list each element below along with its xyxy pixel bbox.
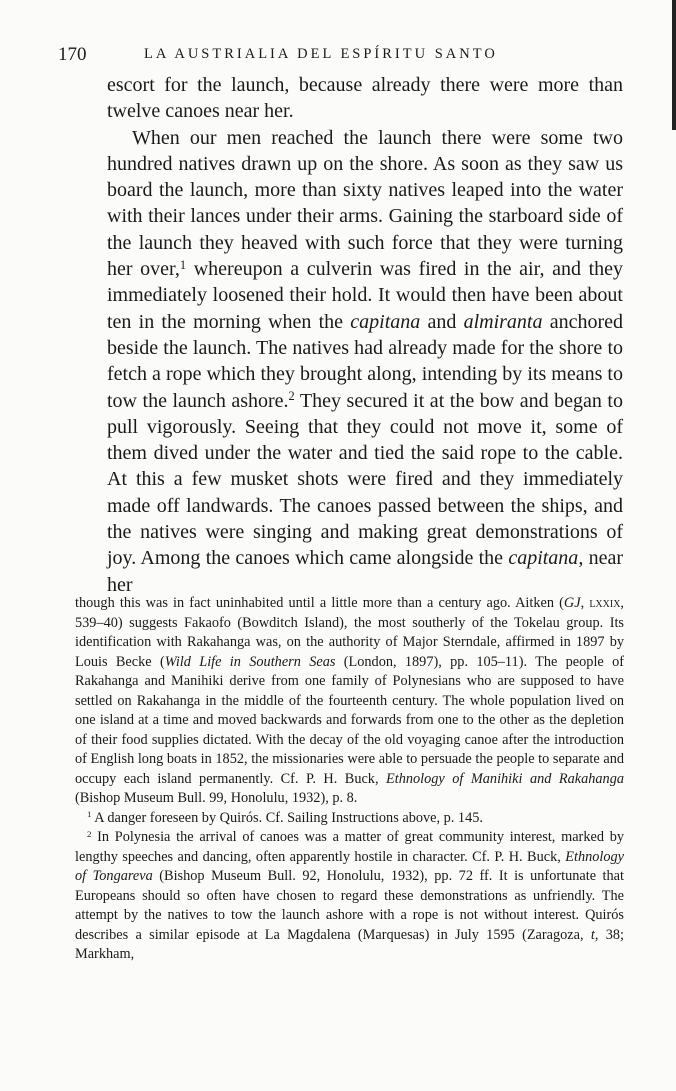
p2-text-f: , near her bbox=[107, 547, 623, 596]
fnc-text-d: (London, 1897), pp. 105–11). The people of Rakahanga and Manihiki derive from one family of Polynesians who are supposed to have settled on Rakahanga in the middle of the fourteenth century. The whole population lived on one island at a time and moved backwards and forwards from one to the other as the depletion of their food supplies dictated. With the decay of the old voyaging canoe after the introduction of English long boats in 1852, the missionaries were able to persuade the people to separate and occupy each island permanently. Cf. P. H. Buck, bbox=[75, 653, 625, 787]
footnote-1 bbox=[75, 809, 624, 829]
footnote-ref-2: 2 bbox=[288, 389, 295, 404]
footnotes bbox=[75, 594, 624, 965]
term-capitana-2: capitana bbox=[508, 547, 579, 570]
footnote-1-number: 1 bbox=[87, 809, 92, 820]
p2-text-e: They secured it at the bow and began to pull vigorously. Seeing that they could not move it, some of them dived under the water and tied the said rope to the cable. At this a few musket shots were fired and they immediately made off landwards. The canoes passed between the ships, and the natives were singing and making great demonstrations of joy. Among the canoes which came alongside the bbox=[107, 389, 623, 570]
footnote-1-text: A danger foreseen by Quirós. Cf. Sailing Instructions above, p. 145. bbox=[91, 809, 483, 826]
fnc-text-c: , 539–40) suggests Fakaofo (Bowditch Island), the most southerly of the Tokelau group. Its identification with Rakahanga was, on the authority of Major Sterndale, affirmed in 1897 by Louis Becke ( bbox=[75, 595, 624, 670]
p2-text-d: anchored beside the launch. The natives had already made for the shore to fetch a rope which they brought along, intending by its means to tow the launch ashore. bbox=[107, 310, 623, 412]
footnote-2-number: 2 bbox=[87, 828, 92, 839]
title-ethnology-manihiki: Ethnology of Manihiki and Rakahanga bbox=[386, 770, 624, 787]
fnc-text-b: , bbox=[580, 595, 590, 611]
tome-t: t bbox=[590, 926, 595, 943]
fnc-text-a: though this was in fact uninhabited until a little more than a century ago. Aitken ( bbox=[75, 595, 564, 611]
page-header bbox=[58, 44, 628, 68]
page-number: 170 bbox=[58, 44, 87, 65]
p2-text-c: and bbox=[420, 310, 464, 333]
fn2-text-a: In Polynesia the arrival of canoes was a matter of great community interest, marked by lengthy speeches and dancing, often apparently hostile in character. Cf. P. H. Buck, bbox=[75, 829, 624, 865]
p2-text-a: When our men reached the launch there were some two hundred natives drawn up on the shore. As soon as they saw us board the launch, more than sixty natives leaped into the water with their lances under their arms. Gaining the starboard side of the launch they heaved with such force that they were turning her over, bbox=[107, 126, 623, 281]
footnote-ref-1: 1 bbox=[179, 257, 187, 272]
footnote-continuation bbox=[75, 594, 624, 809]
running-title: LA AUSTRIALIA DEL ESPÍRITU SANTO bbox=[144, 46, 498, 62]
term-almiranta: almiranta bbox=[463, 310, 543, 333]
journal-gj: GJ bbox=[563, 595, 581, 611]
volume-number: lxxix bbox=[589, 595, 621, 611]
term-capitana: capitana bbox=[350, 310, 421, 333]
footnote-2 bbox=[75, 828, 624, 965]
p2-text-b: whereupon a culverin was fired in the air, and they immediately loosened their hold. It would then have been about ten in the morning when the bbox=[107, 258, 624, 333]
fn2-text-c: , 38; Markham, bbox=[75, 926, 624, 962]
main-text bbox=[107, 72, 623, 598]
paragraph-2 bbox=[107, 125, 623, 598]
paragraph-1: escort for the launch, because already there were more than twelve canoes near her. bbox=[107, 74, 623, 123]
title-wild-life: Wild Life in Southern Seas bbox=[164, 653, 336, 670]
fnc-text-e: (Bishop Museum Bull. 99, Honolulu, 1932), p. 8. bbox=[75, 790, 358, 806]
fn2-text-b: (Bishop Museum Bull. 92, Honolulu, 1932), pp. 72 ff. It is unfortunate that Europeans should so often have chosen to regard these demonstrations as unfriendly. The attempt by the natives to tow the launch ashore with a rope is not without interest. Quirós describes a similar episode at La Magdalena (Marquesas) in July 1595 (Zaragoza, bbox=[75, 868, 624, 943]
title-ethnology-tongareva: Ethnology of Tongareva bbox=[75, 848, 624, 884]
page-edge-mark bbox=[672, 0, 676, 130]
